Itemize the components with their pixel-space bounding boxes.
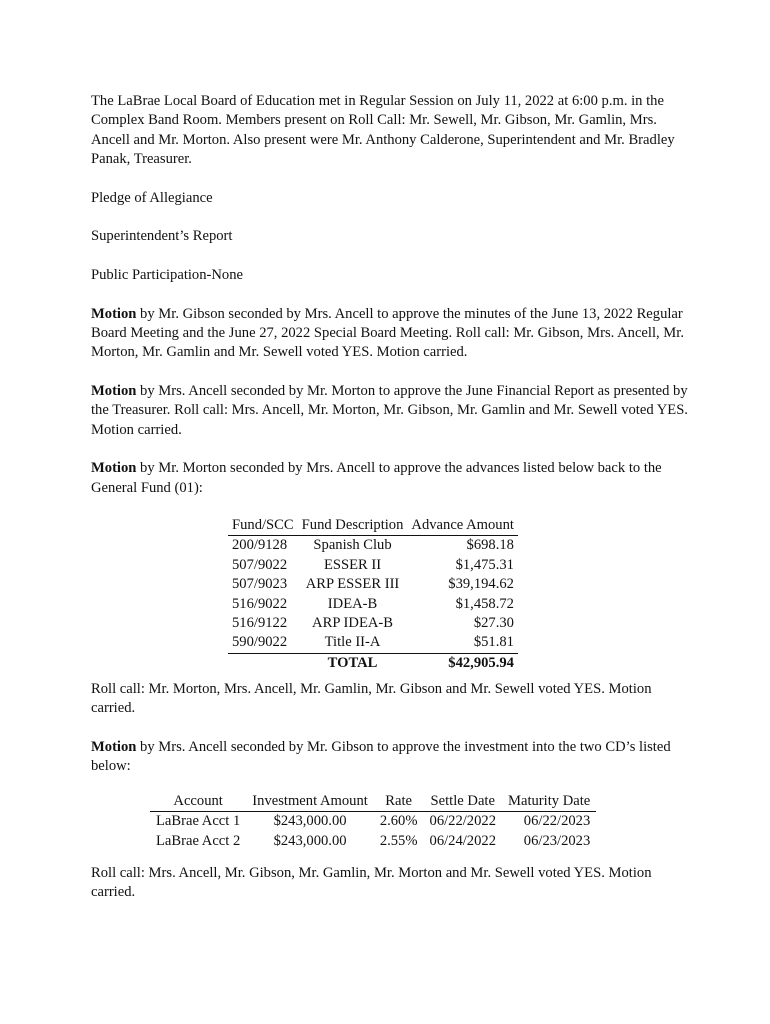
amount-cell: $51.81 <box>407 633 518 653</box>
table-row <box>228 614 518 633</box>
maturity-date-cell: 06/23/2023 <box>523 832 591 849</box>
table-row <box>150 832 596 851</box>
motion-2 <box>91 382 691 440</box>
description-cell: ESSER II <box>323 556 382 573</box>
rollcall-3: Roll call: Mr. Morton, Mrs. Ancell, Mr. Gamlin, Mr. Gibson and Mr. Sewell voted YES. Motion carried. <box>91 681 652 717</box>
motion-label: Motion <box>91 460 137 477</box>
fund-cell: 507/9023 <box>232 576 288 593</box>
header-maturity-date: Maturity Date <box>502 792 596 812</box>
rollcall-4: Roll call: Mrs. Ancell, Mr. Gibson, Mr. Gamlin, Mr. Morton and Mr. Sewell voted YES. Motion carried. <box>91 865 652 901</box>
advances-header-row <box>228 516 518 536</box>
investment-amount-cell: $243,000.00 <box>273 813 347 830</box>
motion-3-text: by Mr. Morton seconded by Mrs. Ancell to approve the advances listed below back to the General Fund (01): <box>91 460 662 496</box>
description-cell: Spanish Club <box>313 537 392 554</box>
description-cell: IDEA-B <box>327 595 378 612</box>
total-label: TOTAL <box>327 654 378 671</box>
table-row <box>150 812 596 832</box>
intro-paragraph: The LaBrae Local Board of Education met in Regular Session on July 11, 2022 at 6:00 p.m. in the Complex Band Room. Members present on Roll Call: Mr. Sewell, Mr. Gibson, Mr. Gamlin, Mrs. Ancell and Mr. Morton. Also present were Mr. Anthony Calderone, Superintendent and Mr. Bradley Panak, Treasurer. <box>91 93 675 168</box>
motion-label: Motion <box>91 383 137 399</box>
investments-table <box>150 792 596 851</box>
table-row <box>228 575 518 594</box>
description-cell: Title II-A <box>298 633 408 653</box>
amount-cell: $698.18 <box>466 537 514 554</box>
account-cell: LaBrae Acct 1 <box>156 813 241 830</box>
motion-1-text: by Mr. Gibson seconded by Mrs. Ancell to approve the minutes of the June 13, 2022 Regular Board Meeting and the June 27, 2022 Special Board Meeting. Roll call: Mr. Gibson, Mrs. Ancell, Mr. Morton, Mr. Gamlin and Mr. Sewell voted YES. Motion carried. <box>91 305 684 361</box>
description-cell: ARP ESSER III <box>305 576 400 593</box>
table-row <box>228 633 518 653</box>
advances-table <box>228 516 518 673</box>
total-amount: $42,905.94 <box>448 654 514 671</box>
motion-4 <box>91 738 691 777</box>
fund-cell: 516/9122 <box>232 615 288 632</box>
amount-cell: $27.30 <box>473 615 514 632</box>
table-row <box>228 556 518 575</box>
motion-label: Motion <box>91 305 137 322</box>
account-cell: LaBrae Acct 2 <box>156 832 241 849</box>
fund-cell: 200/9128 <box>232 537 288 554</box>
fund-cell: 516/9022 <box>232 595 288 612</box>
header-rate: Rate <box>374 792 424 812</box>
fund-cell: 590/9022 <box>228 633 298 653</box>
fund-cell: 507/9022 <box>232 556 288 573</box>
settle-date-cell: 06/24/2022 <box>429 832 496 849</box>
table-row <box>228 536 518 556</box>
motion-4-text: by Mrs. Ancell seconded by Mr. Gibson to approve the investment into the two CD’s listed below: <box>91 739 671 775</box>
amount-cell: $1,475.31 <box>455 556 514 573</box>
public-participation-line: Public Participation-None <box>91 267 243 283</box>
pledge-line: Pledge of Allegiance <box>91 189 213 206</box>
investments-header-row <box>150 792 596 812</box>
header-fund-scc: Fund/SCC <box>228 516 298 536</box>
investment-amount-cell: $243,000.00 <box>273 832 347 849</box>
rate-cell: 2.55% <box>379 832 418 849</box>
amount-cell: $1,458.72 <box>455 595 514 612</box>
total-row <box>228 653 518 673</box>
motion-2-text: by Mrs. Ancell seconded by Mr. Morton to approve the June Financial Report as presented by the Treasurer. Roll call: Mrs. Ancell, Mr. Morton, Mr. Gibson, Mr. Gamlin and Mr. Sewell voted YES. Motion carried. <box>91 383 688 438</box>
amount-cell: $39,194.62 <box>448 576 514 593</box>
settle-date-cell: 06/22/2022 <box>429 813 496 830</box>
superintendent-report-line: Superintendent’s Report <box>91 228 233 245</box>
maturity-date-cell: 06/22/2023 <box>523 813 591 830</box>
table-row <box>228 595 518 614</box>
motion-3 <box>91 459 691 498</box>
minutes-document <box>91 92 691 901</box>
total-empty-cell <box>228 653 298 673</box>
header-investment-amount: Investment Amount <box>246 792 374 812</box>
header-advance-amount: Advance Amount <box>407 516 518 536</box>
header-settle-date: Settle Date <box>424 792 502 812</box>
header-account: Account <box>150 792 246 812</box>
motion-1 <box>91 305 691 363</box>
rate-cell: 2.60% <box>379 813 418 830</box>
header-fund-description: Fund Description <box>298 516 408 536</box>
description-cell: ARP IDEA-B <box>312 615 393 632</box>
motion-label: Motion <box>91 739 137 755</box>
